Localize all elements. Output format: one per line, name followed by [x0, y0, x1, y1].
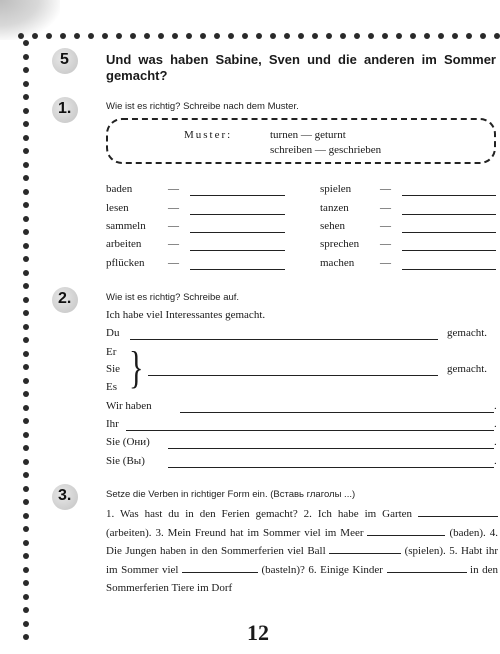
verb-right: tanzen — [320, 202, 349, 214]
border-dot — [23, 351, 29, 357]
exercise-3-number: 3. — [58, 487, 72, 504]
border-dot — [466, 33, 472, 39]
border-dot — [23, 540, 29, 546]
exercise-2-example: Ich habe viel Interessantes gemacht. — [106, 309, 266, 321]
border-dot — [88, 33, 94, 39]
section-number: 5 — [60, 51, 69, 68]
border-dot — [23, 634, 29, 640]
border-dot — [228, 33, 234, 39]
border-dot — [298, 33, 304, 39]
page-number: 12 — [247, 620, 269, 645]
section-number-badge — [52, 48, 82, 74]
border-dot — [23, 391, 29, 397]
pronoun-ihr: Ihr — [106, 418, 119, 430]
border-dot — [396, 33, 402, 39]
pronoun-es: Es — [106, 381, 117, 393]
answer-line-right[interactable] — [402, 250, 496, 251]
border-dot — [23, 67, 29, 73]
blank-baden[interactable] — [367, 525, 445, 536]
exercise-2-badge — [52, 287, 82, 313]
border-dot — [23, 405, 29, 411]
exercise-1-badge — [52, 97, 82, 123]
border-dot — [23, 189, 29, 195]
border-dot — [23, 364, 29, 370]
answer-line-left[interactable] — [190, 250, 285, 251]
dash: — — [380, 238, 391, 250]
border-dot — [23, 81, 29, 87]
border-dot — [116, 33, 122, 39]
verb-right: machen — [320, 257, 355, 269]
border-dot — [23, 283, 29, 289]
dash: — — [168, 183, 179, 195]
border-dot — [23, 148, 29, 154]
dash: — — [380, 202, 391, 214]
period-ihr: . — [494, 418, 497, 430]
brace-icon: } — [129, 343, 144, 393]
border-dot — [23, 621, 29, 627]
border-dot — [452, 33, 458, 39]
dash: — — [168, 257, 179, 269]
border-dot — [284, 33, 290, 39]
exercise-3-badge — [52, 484, 82, 510]
muster-example-1: turnen — geturnt — [270, 129, 346, 141]
exercise-2-instruction: Wie ist es richtig? Schreibe auf. — [106, 292, 240, 303]
blank-basteln[interactable] — [182, 562, 258, 573]
muster-example-2: schreiben — geschrieben — [270, 144, 382, 156]
border-dot — [23, 459, 29, 465]
answer-line-right[interactable] — [402, 269, 496, 270]
blank-kinder[interactable] — [387, 562, 467, 573]
verb-left: pflücken — [106, 257, 145, 269]
border-dot — [23, 607, 29, 613]
answer-line-left[interactable] — [190, 195, 285, 196]
border-dot — [23, 54, 29, 60]
border-dot — [23, 202, 29, 208]
pronoun-sie-vy: Sie (Вы) — [106, 455, 145, 467]
verb-left: lesen — [106, 202, 129, 214]
border-dot — [172, 33, 178, 39]
verb-left: sammeln — [106, 220, 146, 232]
border-dot — [23, 162, 29, 168]
muster-box — [106, 118, 496, 164]
period-sie-vy: . — [494, 455, 497, 467]
pronoun-du: Du — [106, 327, 120, 339]
dash: — — [380, 257, 391, 269]
border-dot — [242, 33, 248, 39]
border-dot — [214, 33, 220, 39]
border-dot — [186, 33, 192, 39]
border-dot — [424, 33, 430, 39]
border-dot — [23, 297, 29, 303]
gemacht-du: gemacht. — [447, 327, 488, 339]
border-dot — [354, 33, 360, 39]
border-dot — [23, 472, 29, 478]
answer-line-left[interactable] — [190, 232, 285, 233]
border-dot — [23, 580, 29, 586]
section-title: Und was haben Sabine, Sven und die anderen im Sommer gemacht? — [106, 52, 496, 83]
verb-right: sprechen — [320, 238, 360, 250]
answer-line-du[interactable] — [130, 339, 438, 340]
border-dot — [23, 216, 29, 222]
muster-label: Muster: — [184, 129, 233, 141]
exercise-1-instruction: Wie ist es richtig? Schreibe nach dem Muster. — [106, 101, 299, 112]
exercise-1-number: 1. — [58, 100, 72, 117]
border-dot — [23, 526, 29, 532]
border-dot — [23, 486, 29, 492]
answer-line-right[interactable] — [402, 195, 496, 196]
border-dot — [144, 33, 150, 39]
answer-line-left[interactable] — [190, 269, 285, 270]
ex3-text-4: (spielen). 5. Habt ihr im Sommer viel — [106, 545, 498, 576]
exercise-2-number: 2. — [58, 290, 72, 307]
dash: — — [168, 202, 179, 214]
border-dot — [23, 175, 29, 181]
blank-arbeiten[interactable] — [418, 506, 498, 517]
border-dot — [382, 33, 388, 39]
ex3-text-5: (basteln)? 6. Einige Kinder — [261, 563, 383, 576]
pronoun-er: Er — [106, 346, 117, 358]
ex3-text-1: 1. Was hast du in den Ferien gemacht? 2. Ich habe im Garten — [106, 508, 413, 520]
border-dot — [23, 135, 29, 141]
exercise-3-text — [106, 505, 498, 598]
answer-line-sie-oni[interactable] — [168, 448, 494, 449]
border-dot — [480, 33, 486, 39]
ex3-text-2: (arbeiten). 3. Mein Freund hat im Sommer viel im Meer — [106, 526, 364, 539]
verb-right: spielen — [320, 183, 352, 195]
verb-left: arbeiten — [106, 238, 142, 250]
blank-spielen[interactable] — [329, 543, 401, 554]
dash: — — [168, 220, 179, 232]
border-dot — [23, 324, 29, 330]
border-dot — [270, 33, 276, 39]
border-dot — [18, 33, 24, 39]
border-dot — [23, 94, 29, 100]
pronoun-sie: Sie — [106, 363, 121, 375]
answer-line-sie-vy[interactable] — [168, 467, 494, 468]
border-dot — [438, 33, 444, 39]
answer-line-right[interactable] — [402, 232, 496, 233]
answer-line-er-sie-es[interactable] — [148, 375, 438, 376]
border-dot — [23, 270, 29, 276]
answer-line-right[interactable] — [402, 214, 496, 215]
answer-line-wir[interactable] — [180, 412, 494, 413]
border-dot — [23, 432, 29, 438]
border-dot — [23, 108, 29, 114]
border-dot — [368, 33, 374, 39]
border-dot — [494, 33, 500, 39]
dash: — — [380, 183, 391, 195]
dash: — — [168, 238, 179, 250]
pronoun-wir: Wir haben — [106, 400, 152, 412]
border-dot — [23, 229, 29, 235]
border-dot — [32, 33, 38, 39]
gemacht-er-sie-es: gemacht. — [447, 363, 488, 375]
border-dot — [312, 33, 318, 39]
pronoun-sie-oni: Sie (Они) — [106, 436, 150, 448]
border-dot — [23, 418, 29, 424]
border-dot — [340, 33, 346, 39]
border-dot — [23, 337, 29, 343]
border-dot — [23, 378, 29, 384]
border-dot — [23, 499, 29, 505]
border-dot — [23, 553, 29, 559]
border-dot — [74, 33, 80, 39]
left-dot-border — [23, 40, 31, 650]
exercise-3-instruction: Setze die Verben in richtiger Form ein. (Вставь глаголы ...) — [106, 489, 356, 500]
border-dot — [158, 33, 164, 39]
ex3-text-6: in den Sommerferien Tiere im Dorf — [106, 563, 498, 595]
border-dot — [23, 513, 29, 519]
answer-line-left[interactable] — [190, 214, 285, 215]
border-dot — [46, 33, 52, 39]
period-sie-oni: . — [494, 436, 497, 448]
verb-right: sehen — [320, 220, 346, 232]
border-dot — [23, 243, 29, 249]
border-dot — [130, 33, 136, 39]
top-dot-border — [18, 33, 498, 41]
border-dot — [23, 310, 29, 316]
border-dot — [23, 121, 29, 127]
verb-left: baden — [106, 183, 133, 195]
border-dot — [102, 33, 108, 39]
border-dot — [200, 33, 206, 39]
dash: — — [380, 220, 391, 232]
ex3-text-3: (baden). 4. Die Jungen haben in den Sommerferien viel Ball — [106, 526, 498, 558]
border-dot — [256, 33, 262, 39]
border-dot — [60, 33, 66, 39]
border-dot — [23, 594, 29, 600]
border-dot — [23, 40, 29, 46]
answer-line-ihr[interactable] — [126, 430, 494, 431]
border-dot — [23, 256, 29, 262]
period-wir: . — [494, 400, 497, 412]
border-dot — [410, 33, 416, 39]
border-dot — [23, 445, 29, 451]
border-dot — [23, 567, 29, 573]
border-dot — [326, 33, 332, 39]
